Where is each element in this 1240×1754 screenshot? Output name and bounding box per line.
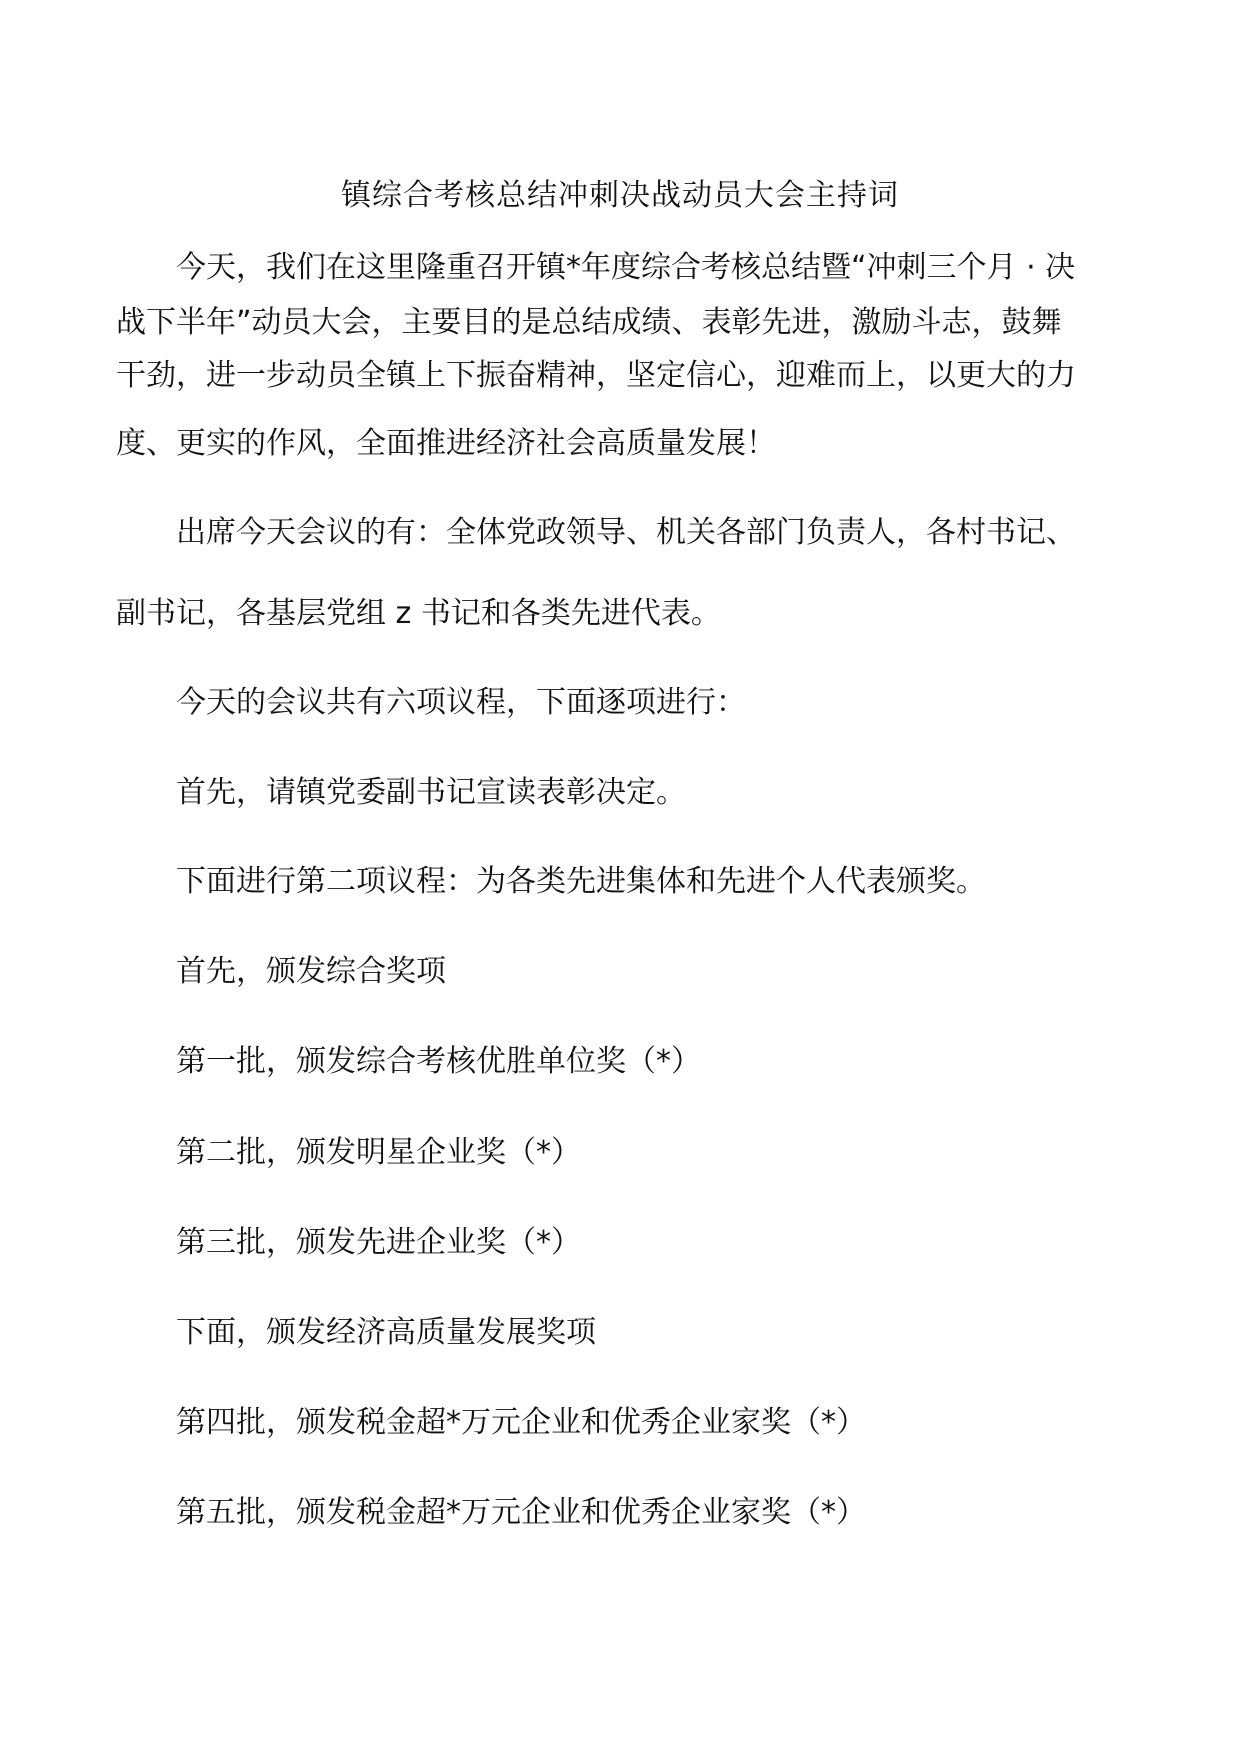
intro-line: 度、更实的作风，全面推进经济社会高质量发展！ xyxy=(116,426,776,461)
agenda-paragraph: 下面，颁发经济高质量发展奖项 xyxy=(176,1315,596,1350)
agenda-paragraph: 下面进行第二项议程：为各类先进集体和先进个人代表颁奖。 xyxy=(176,864,986,899)
intro-line: 战下半年”动员大会，主要目的是总结成绩、表彰先进，激励斗志，鼓舞 xyxy=(116,305,1062,340)
agenda-paragraph: 第三批，颁发先进企业奖（*） xyxy=(176,1225,581,1260)
intro-line: 干劲，进一步动员全镇上下振奋精神，坚定信心，迎难而上，以更大的力 xyxy=(116,358,1076,393)
agenda-paragraph: 第五批，颁发税金超*万元企业和优秀企业家奖（*） xyxy=(176,1495,866,1530)
agenda-paragraph: 第一批，颁发综合考核优胜单位奖（*） xyxy=(176,1044,701,1079)
document-title: 镇综合考核总结冲刺决战动员大会主持词 xyxy=(341,178,899,213)
agenda-paragraph: 首先，请镇党委副书记宣读表彰决定。 xyxy=(176,775,686,810)
attendees-line: 副书记，各基层党组 z 书记和各类先进代表。 xyxy=(116,596,721,631)
agenda-paragraph: 首先，颁发综合奖项 xyxy=(176,954,446,989)
intro-line: 今天，我们在这里隆重召开镇*年度综合考核总结暨“冲刺三个月 · 决 xyxy=(176,250,1076,285)
attendees-line: 出席今天会议的有：全体党政领导、机关各部门负责人，各村书记、 xyxy=(176,515,1076,550)
agenda-paragraph: 第四批，颁发税金超*万元企业和优秀企业家奖（*） xyxy=(176,1405,866,1440)
agenda-intro: 今天的会议共有六项议程，下面逐项进行： xyxy=(176,685,746,720)
agenda-paragraph: 第二批，颁发明星企业奖（*） xyxy=(176,1135,581,1170)
